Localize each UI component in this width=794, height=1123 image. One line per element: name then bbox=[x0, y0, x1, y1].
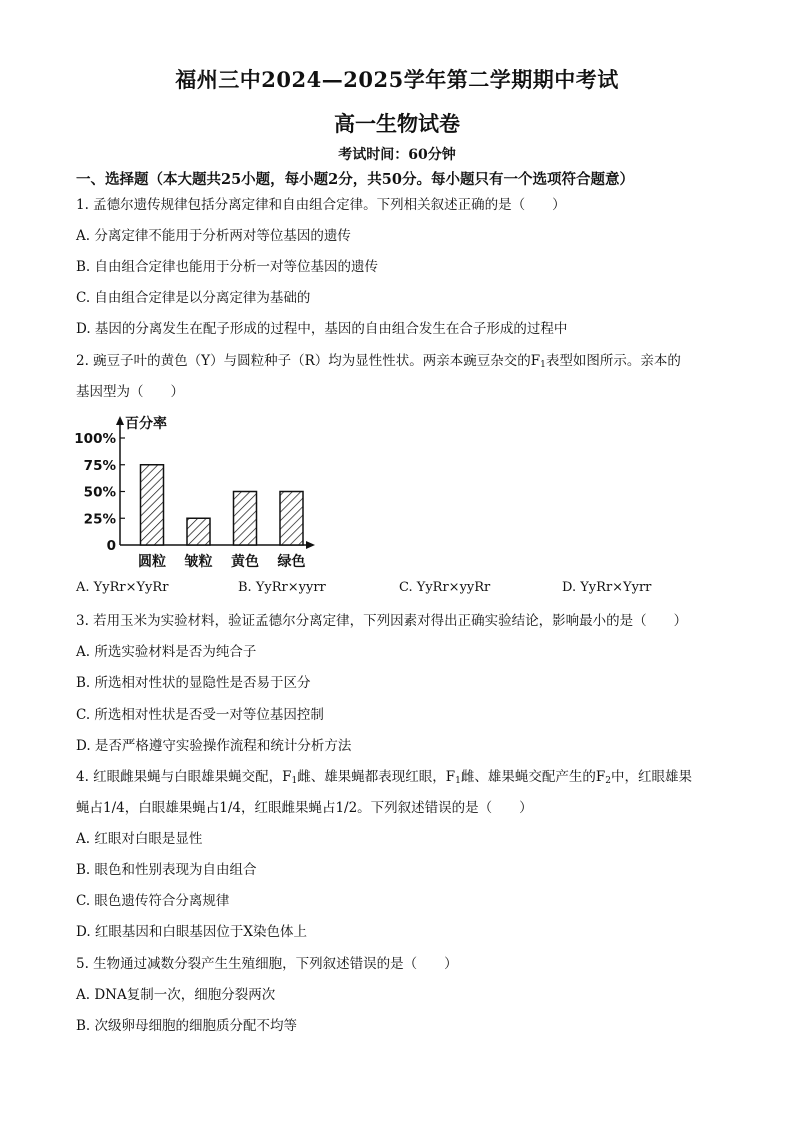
q1-option-c: C. 自由组合定律是以分离定律为基础的 bbox=[76, 290, 311, 306]
x-tick-label: 绿色 bbox=[277, 554, 306, 570]
q4-option-c: C. 眼色遗传符合分离规律 bbox=[76, 893, 230, 909]
q2-stem-sub: 1 bbox=[540, 360, 546, 370]
q4-stem-sub: 2 bbox=[605, 776, 611, 786]
bar-绿色 bbox=[280, 492, 303, 546]
x-tick-label: 黄色 bbox=[231, 554, 259, 570]
q2-option-b: B. YyRr×yyrr bbox=[238, 580, 326, 595]
q4-stem-part: 中，红眼雄果 bbox=[611, 769, 692, 785]
q1-option-a: A. 分离定律不能用于分析两对等位基因的遗传 bbox=[76, 228, 351, 244]
exam-title: 福州三中2024—2025学年第二学期期中考试 bbox=[175, 67, 619, 92]
exam-time: 考试时间：60分钟 bbox=[338, 147, 456, 163]
q4-option-d: D. 红眼基因和白眼基因位于X染色体上 bbox=[76, 924, 308, 940]
q4-stem-line1 bbox=[76, 767, 736, 791]
q2-stem-line2: 基因型为（ ） bbox=[76, 384, 184, 400]
q2-stem-part: 表型如图所示。亲本的 bbox=[545, 353, 681, 369]
q1-stem: 1. 孟德尔遗传规律包括分离定律和自由组合定律。下列相关叙述正确的是（ ） bbox=[76, 197, 566, 213]
q2-stem-part: 2. 豌豆子叶的黄色（Y）与圆粒种子（R）均为显性性状。两亲本豌豆杂交的F bbox=[76, 353, 541, 369]
q5-option-b: B. 次级卵母细胞的细胞质分配不均等 bbox=[76, 1018, 298, 1034]
exam-subtitle: 高一生物试卷 bbox=[334, 111, 460, 136]
q4-option-a: A. 红眼对白眼是显性 bbox=[76, 831, 203, 847]
y-tick-label: 0 bbox=[106, 538, 116, 554]
q2-option-a: A. YyRr×YyRr bbox=[76, 580, 169, 595]
y-tick-label: 75% bbox=[83, 457, 116, 474]
bar-圆粒 bbox=[141, 465, 164, 545]
y-axis-label: 百分率 bbox=[125, 416, 167, 432]
q4-stem-part: 雌、雄果蝇都表现红眼，F bbox=[297, 769, 456, 785]
q4-stem-part: 雌、雄果蝇交配产生的F bbox=[460, 769, 606, 785]
q4-stem-sub: 1 bbox=[291, 776, 298, 786]
q4-stem-line2: 蝇占1/4，白眼雄果蝇占1/4，红眼雌果蝇占1/2。下列叙述错误的是（ ） bbox=[76, 800, 533, 816]
q4-option-b: B. 眼色和性别表现为自由组合 bbox=[76, 862, 257, 878]
y-tick-label: 100% bbox=[74, 431, 116, 447]
q3-option-d: D. 是否严格遵守实验操作流程和统计分析方法 bbox=[76, 738, 352, 754]
q4-stem-part: 4. 红眼雌果蝇与白眼雄果蝇交配，F bbox=[76, 769, 292, 785]
q1-option-d: D. 基因的分离发生在配子形成的过程中，基因的自由组合发生在合子形成的过程中 bbox=[76, 321, 568, 337]
q5-option-a: A. DNA复制一次，细胞分裂两次 bbox=[76, 987, 276, 1003]
x-axis-arrow bbox=[306, 541, 315, 549]
q1-option-b: B. 自由组合定律也能用于分析一对等位基因的遗传 bbox=[76, 259, 379, 275]
q3-option-c: C. 所选相对性状是否受一对等位基因控制 bbox=[76, 707, 324, 723]
q2-bar-chart bbox=[70, 408, 330, 576]
y-tick-label: 50% bbox=[83, 484, 116, 501]
q5-stem: 5. 生物通过减数分裂产生生殖细胞，下列叙述错误的是（ ） bbox=[76, 956, 458, 972]
y-axis-arrow bbox=[116, 416, 124, 425]
section-heading: 一、选择题（本大题共25小题，每小题2分，共50分。每小题只有一个选项符合题意） bbox=[76, 171, 634, 188]
y-tick-label: 25% bbox=[83, 511, 116, 528]
q2-stem-line1 bbox=[76, 351, 736, 375]
q2-option-d: D. YyRr×Yyrr bbox=[562, 580, 652, 595]
bar-皱粒 bbox=[187, 518, 210, 545]
q2-option-c: C. YyRr×yyRr bbox=[399, 580, 491, 595]
q3-option-a: A. 所选实验材料是否为纯合子 bbox=[76, 644, 257, 660]
q3-stem: 3. 若用玉米为实验材料，验证孟德尔分离定律，下列因素对得出正确实验结论，影响最小的是（ ） bbox=[76, 613, 688, 629]
q4-stem-sub: 1 bbox=[455, 776, 461, 786]
q3-option-b: B. 所选相对性状的显隐性是否易于区分 bbox=[76, 675, 311, 691]
x-tick-label: 圆粒 bbox=[138, 554, 166, 570]
x-tick-label: 皱粒 bbox=[184, 554, 213, 570]
bar-黄色 bbox=[234, 492, 257, 546]
